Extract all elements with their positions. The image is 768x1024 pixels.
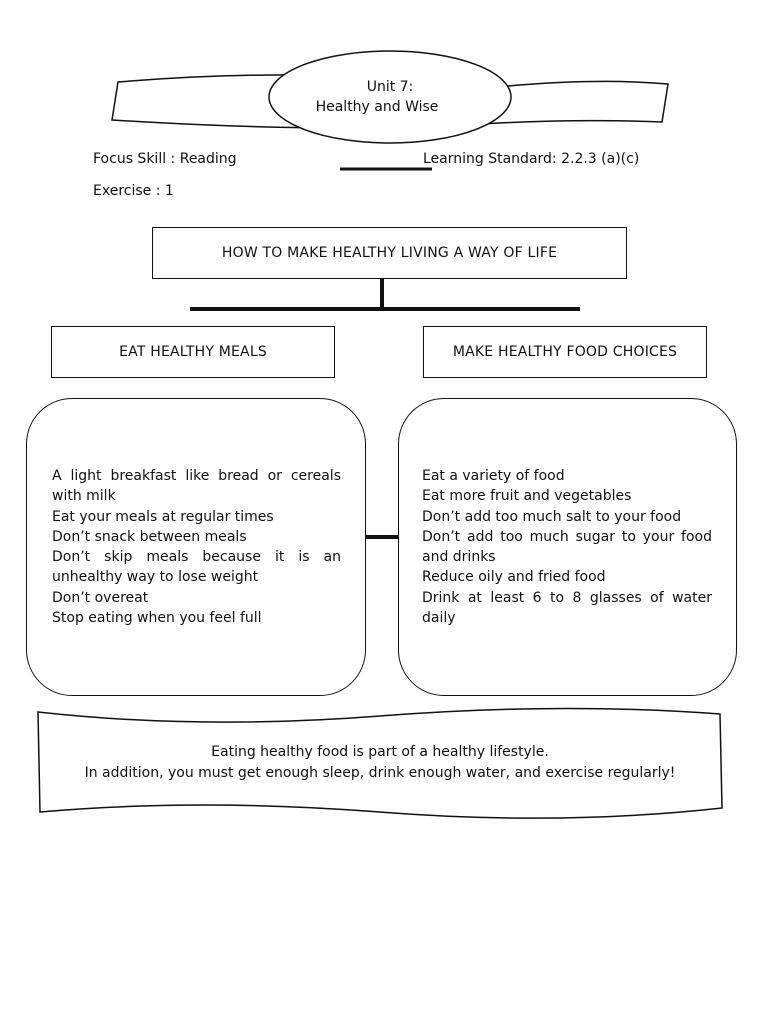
left-content-box	[26, 398, 366, 696]
right-content-box	[398, 398, 737, 696]
list-item: Eat more fruit and vegetables	[422, 488, 632, 505]
learning-standard: Learning Standard: 2.2.3 (a)(c)	[423, 151, 640, 167]
main-heading-box	[152, 227, 627, 279]
left-heading: EAT HEALTHY MEALS	[119, 344, 267, 360]
list-item: Reduce oily and fried food	[422, 569, 606, 586]
summary-line-2: In addition, you must get enough sleep, drink enough water, and exercise regularly!	[84, 765, 676, 781]
left-heading-box	[51, 326, 335, 378]
focus-skill: Focus Skill : Reading	[93, 151, 237, 167]
list-item: Don’t snack between meals	[52, 528, 247, 545]
list-item: Don’t add too much salt to your food	[422, 508, 682, 525]
list-item: Don’t add too much sugar to your food and drinks	[422, 528, 712, 566]
page-title: Healthy and Wise	[315, 99, 439, 115]
main-heading: HOW TO MAKE HEALTHY LIVING A WAY OF LIFE	[221, 245, 558, 261]
right-heading: MAKE HEALTHY FOOD CHOICES	[452, 344, 678, 360]
list-item: Drink at least 6 to 8 glasses of water daily	[422, 589, 712, 627]
list-item: A light breakfast like bread or cereals with milk	[52, 468, 341, 505]
list-item: Don’t skip meals because it is an unhealthy way to lose weight	[52, 549, 341, 586]
list-item: Stop eating when you feel full	[52, 610, 262, 627]
unit-label: Unit 7:	[366, 79, 414, 95]
left-item-list	[52, 466, 341, 628]
right-item-list	[422, 466, 712, 628]
list-item: Eat a variety of food	[422, 468, 565, 484]
list-item: Don’t overeat	[52, 589, 149, 606]
exercise-number: Exercise : 1	[93, 183, 174, 199]
summary-line-1: Eating healthy food is part of a healthy lifestyle.	[211, 744, 549, 760]
right-heading-box	[423, 326, 707, 378]
list-item: Eat your meals at regular times	[52, 508, 274, 525]
